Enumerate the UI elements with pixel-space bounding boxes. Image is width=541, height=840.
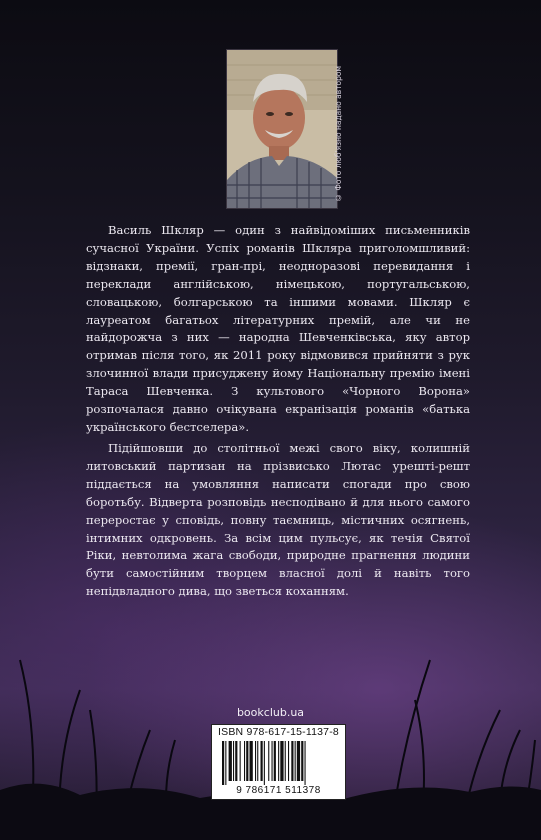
author-photo [226, 49, 338, 209]
barcode [211, 724, 346, 800]
author-bio-text: Василь Шкляр — один з найвідоміших письменників сучасної України. Успіх романів Шкляра приголомшливий: відзнаки, премії, гран-прі, неодноразові перевидання і переклади англійською, німецькою, португальською, словацькою, болгарською та іншими мовами. Шкляр є лауреатом багатьох літературних премій, але чи не найдорожча з них — народна Шевченківська, яку автор отримав після того, як 2011 року відмовився прийняти з рук злочинної влади присуджену йому Національну премію імені Тараса Шевченка. З культового «Чорного Ворона» розпочалася давно очікувана екранізація романів «батька українського бестселера». [86, 223, 470, 434]
book-synopsis-text: Підійшовши до столітньої межі свого віку, колишній литовський партизан на прізвисько Лютас урешті-решт піддається на умовляння написати спогади про свою боротьбу. Відверта розповідь несподівано й для нього самого переростає у сповідь, повну таємниць, містичних осягнень, інтимних одкровень. За всім цим пульсує, як течія Святої Ріки, невтолима жага свободи, природне прагнення людини бути самостійним творцем власної долі й навіть того непідвладного дива, що зветься коханням. [86, 441, 470, 599]
book-synopsis [86, 440, 470, 601]
barcode-bars [222, 741, 335, 785]
photo-credit: © Фото люб'язно надано автором [334, 65, 343, 202]
barcode-digits: 9 786171 511378 [236, 785, 321, 796]
author-bio [86, 222, 470, 437]
isbn-number: ISBN 978-617-15-1137-8 [218, 726, 339, 738]
publisher-website: bookclub.ua [236, 706, 305, 719]
